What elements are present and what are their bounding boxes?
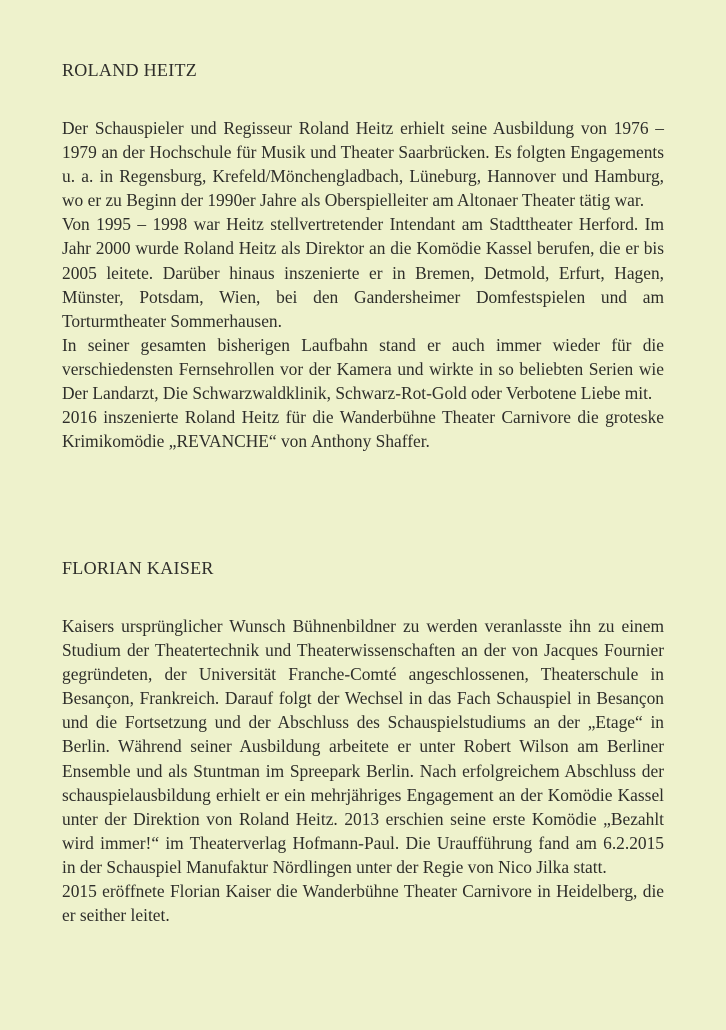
section-heading: ROLAND HEITZ: [62, 60, 198, 80]
section-roland-heitz: [62, 58, 664, 453]
paragraph: Kaisers ursprünglicher Wunsch Bühnenbildner zu werden veranlasste ihn zu einem Studium der Theatertechnik und Theaterwissenschaften an der von Jacques Fournier gegründeten, der Universität Franche-Comté angeschlossenen, Theaterschule in Besançon, Frankreich. Darauf folgt der Wechsel in das Fach Schauspiel in Besançon und die Fortsetzung und der Abschluss des Schauspielstudiums an der „Etage“ in Berlin. Während seiner Ausbildung arbeitete er unter Robert Wilson am Berliner Ensemble und als Stuntman im Spreepark Berlin. Nach erfolgreichem Abschluss der schauspielausbildung erhielt er ein mehrjähriges Engagement an der Komödie Kassel unter der Direktion von Roland Heitz. 2013 erschien seine erste Komödie „Bezahlt wird immer!“ im Theaterverlag Hofmann-Paul. Die Uraufführung fand am 6.2.2015 in der Schauspiel Manufaktur Nördlingen unter der Regie von Nico Jilka statt.: [62, 616, 664, 877]
section-body: [62, 116, 664, 453]
paragraph: 2015 eröffnete Florian Kaiser die Wanderbühne Theater Carnivore in Heidelberg, die er seither leitet.: [62, 881, 664, 926]
paragraph: 2016 inszenierte Roland Heitz für die Wanderbühne Theater Carnivore die groteske Krimikomödie „REVANCHE“ von Anthony Shaffer.: [62, 407, 664, 452]
section-florian-kaiser: [62, 556, 664, 927]
paragraph: In seiner gesamten bisherigen Laufbahn stand er auch immer wieder für die verschiedensten Fernsehrollen vor der Kamera und wirkte in so beliebten Serien wie Der Landarzt, Die Schwarzwaldklinik, Schwarz-Rot-Gold oder Verbotene Liebe mit.: [62, 334, 664, 404]
section-heading: FLORIAN KAISER: [62, 558, 214, 578]
paragraph: Von 1995 – 1998 war Heitz stellvertretender Intendant am Stadttheater Herford. Im Jahr 2000 wurde Roland Heitz als Direktor an die Komödie Kassel berufen, die er bis 2005 leitete. Darüber hinaus inszenierte er in Bremen, Detmold, Erfurt, Hagen, Münster, Potsdam, Wien, bei den Gandersheimer Domfestspielen und am Torturmtheater Sommerhausen.: [62, 214, 664, 331]
paragraph: Der Schauspieler und Regisseur Roland Heitz erhielt seine Ausbildung von 1976 – 1979 an der Hochschule für Musik und Theater Saarbrücken. Es folgten Engagements u. a. in Regensburg, Krefeld/Mönchengladbach, Lüneburg, Hannover und Hamburg, wo er zu Beginn der 1990er Jahre als Oberspielleiter am Altonaer Theater tätig war.: [62, 118, 664, 211]
section-body: [62, 614, 664, 927]
